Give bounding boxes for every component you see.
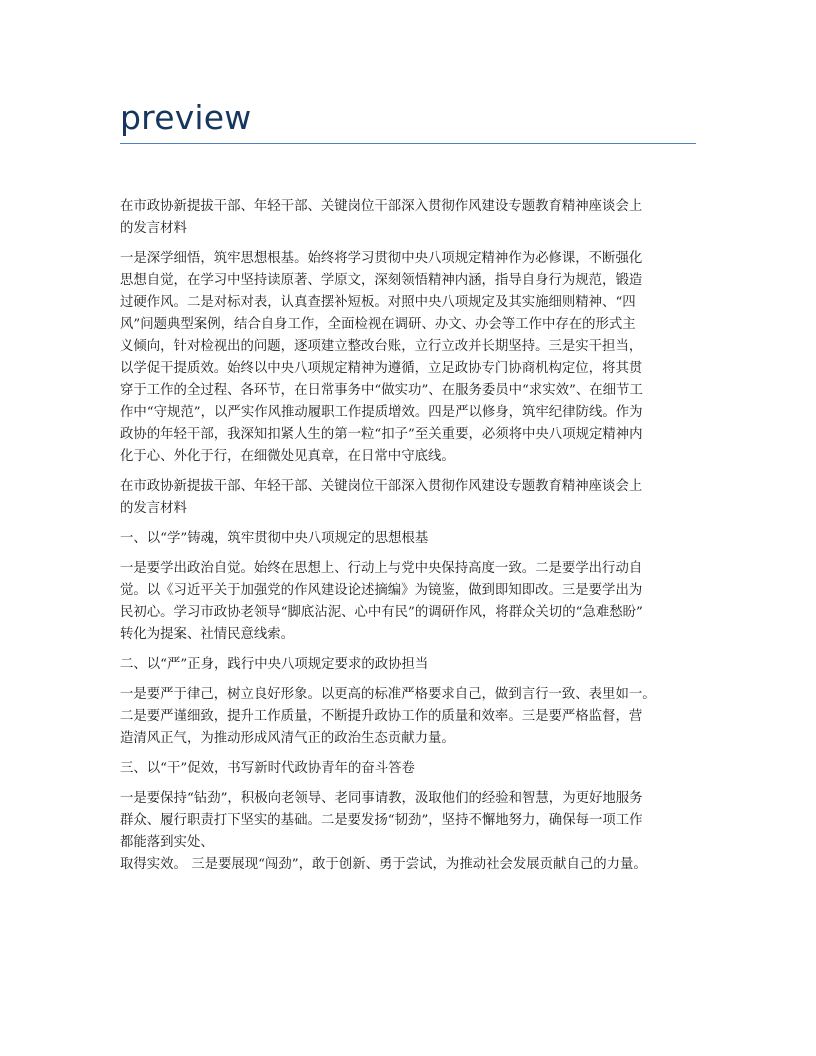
document-title: preview [120,98,252,137]
document-body [120,196,698,884]
body-paragraph: 一是要学出政治自觉。始终在思想上、行动上与党中央保持高度一致。二是要学出行动自 觉。以《习近平关于加强党的作风建设论述摘编》为镜鉴，做到即知即改。三是要学出为 民初心。学习市政协老领导“脚底沾泥、心中有民”的调研作风，将群众关切的“急难愁盼” 转化为提案、社情民意线索。 [120,561,643,642]
body-paragraph: 一是深学细悟，筑牢思想根基。始终将学习贯彻中央八项规定精神作为必修课，不断强化 思想自觉，在学习中坚持读原著、学原文，深刻领悟精神内涵，指导自身行为规范，锻造 过硬作风。二是对标对表，认真查摆补短板。对照中央八项规定及其实施细则精神、“四 风”问题典型案例，结合自身工作，全面检视在调研、办文、办会等工作中存在的形式主 义倾向，针对检视出的问题，逐项建立整改台账，立行立改并长期坚持。三是实干担当， 以学促干提质效。始终以中央八项规定精神为遵循，立足政协专门协商机构定位，将其贯 穿于工作的全过程、各环节，在日常事务中“做实功”、在服务委员中“求实效”、在细节工 作中“守规范”，以严实作风推动履职工作提质增效。四是严以修身，筑牢纪律防线。作为 政协的年轻干部，我深知扣紧人生的第一粒“扣子”至关重要，必须将中央八项规定精神内 化于心、外化于行，在细微处见真章，在日常中守底线。 [120,251,643,464]
section-heading: 三、以“干”促效，书写新时代政协青年的奋斗答卷 [120,761,415,776]
section-heading: 一、以“学”铸魂，筑牢贯彻中央八项规定的思想根基 [120,531,429,546]
speech-title: 在市政协新提拔干部、年轻干部、关键岗位干部深入贯彻作风建设专题教育精神座谈会上 的发言材料 [120,479,643,516]
section-heading: 二、以“严”正身，践行中央八项规定要求的政协担当 [120,657,429,672]
body-paragraph: 一是要严于律己，树立良好形象。以更高的标准严格要求自己，做到言行一致、表里如一。 二是要严谨细致，提升工作质量，不断提升政协工作的质量和效率。三是要严格监督，营 造清风正气，为推动形成风清气正的政治生态贡献力量。 [120,687,656,746]
speech-title: 在市政协新提拔干部、年轻干部、关键岗位干部深入贯彻作风建设专题教育精神座谈会上 的发言材料 [120,199,643,236]
body-paragraph: 一是要保持“钻劲”，积极向老领导、老同事请教，汲取他们的经验和智慧，为更好地服务 群众、履行职责打下坚实的基础。二是要发扬“韧劲”，坚持不懈地努力，确保每一项工作 都能落到实处、 取得实效。 三是要展现“闯劲”，敢于创新、勇于尝试，为推动社会发展贡献自己的力量。 [120,791,647,872]
title-underline [120,143,696,144]
